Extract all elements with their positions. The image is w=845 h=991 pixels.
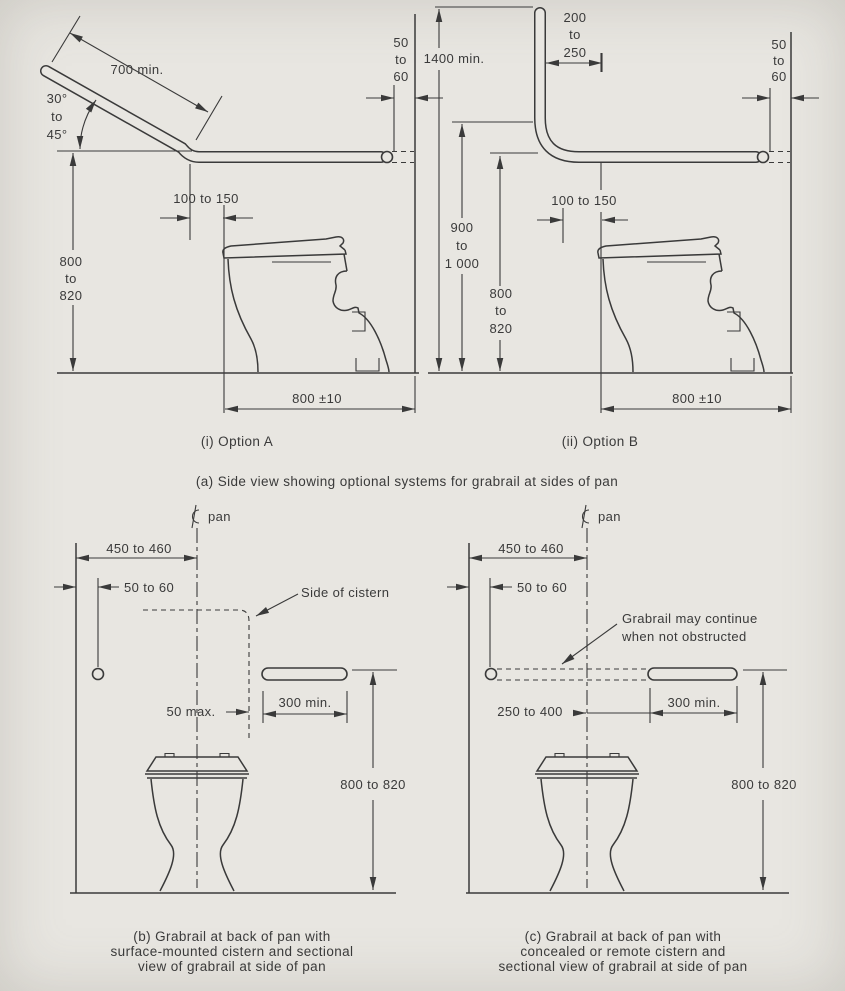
note-leader-arrow: [562, 624, 617, 664]
caption-c-line2: concealed or remote cistern and: [520, 944, 726, 959]
dim-label-50max: 50 max.: [166, 704, 216, 719]
toilet-pan-side-view: [598, 237, 764, 372]
note-line2: when not obstructed: [622, 629, 747, 644]
dim-label-100-150: 100 to 150: [173, 191, 239, 206]
dim-label-50-2: to: [395, 52, 407, 67]
dim-label-800-820: 800 to 820: [731, 777, 797, 792]
dim-label-300min: 300 min.: [667, 695, 721, 710]
option-a-diagram: [46, 14, 443, 449]
dim-label-100-150: 100 to 150: [551, 193, 617, 208]
dim-label-800-2: to: [65, 271, 77, 286]
caption-c-line1: (c) Grabrail at back of pan with: [524, 929, 722, 944]
dim-label-800-1: 800: [489, 286, 513, 301]
toilet-pan-side-view: [223, 237, 389, 372]
centreline-label: pan: [208, 509, 231, 524]
dim-label-800-3: 820: [59, 288, 83, 303]
rail-to-wall-dashes: [392, 152, 414, 163]
caption-b-line3: view of grabrail at side of pan: [138, 959, 326, 974]
toilet-pan-front-view: [535, 754, 639, 892]
caption-b-line1: (b) Grabrail at back of pan with: [133, 929, 331, 944]
caption-a: (a) Side view showing optional systems for grabrail at sides of pan: [195, 474, 619, 489]
side-grabrail-section: [93, 669, 104, 680]
toilet-pan-front-view: [145, 754, 249, 892]
dim-label-900-3: 1 000: [444, 256, 480, 271]
dim-label-900-2: to: [456, 238, 468, 253]
dim-label-800-820: 800 to 820: [340, 777, 406, 792]
dim-label-800-3: 820: [489, 321, 513, 336]
dim-label-200-1: 200: [563, 10, 587, 25]
caption-b-line2: surface-mounted cistern and sectional: [110, 944, 354, 959]
dim-label-900-1: 900: [450, 220, 474, 235]
option-a-label: (i) Option A: [200, 434, 274, 449]
dim-label-450-460: 450 to 460: [498, 541, 564, 556]
dim-label-200-2: to: [569, 27, 581, 42]
dim-label-250-400: 250 to 400: [497, 704, 563, 719]
dim-label-800-1: 800: [59, 254, 83, 269]
dim-label-800pm10: 800 ±10: [292, 391, 342, 406]
rail-to-wall-dashes: [769, 152, 790, 163]
dim-label-50-3: 60: [771, 69, 787, 84]
dim-label-300min: 300 min.: [278, 695, 332, 710]
grabrail-end-section: [382, 152, 393, 163]
angle-label-3: 45°: [46, 127, 68, 142]
side-grabrail-section: [486, 669, 497, 680]
centreline-icon: [192, 505, 199, 528]
option-b-diagram: [424, 7, 819, 449]
section-c-diagram: [447, 505, 797, 974]
dim-label-700: 700 min.: [110, 62, 164, 77]
back-grabrail: [648, 668, 737, 680]
dim-label-800pm10: 800 ±10: [672, 391, 722, 406]
grabrail-angled: [46, 71, 381, 157]
angle-label-1: 30°: [46, 91, 68, 106]
back-grabrail: [262, 668, 347, 680]
dim-label-800-2: to: [495, 303, 507, 318]
dim-label-50-1: 50: [771, 37, 787, 52]
caption-c-line3: sectional view of grabrail at side of pan: [498, 959, 748, 974]
note-line1: Grabrail may continue: [622, 611, 758, 626]
dim-label-50-1: 50: [393, 35, 409, 50]
dim-label-50-60: 50 to 60: [124, 580, 175, 595]
angle-arc: [80, 100, 96, 149]
dim-label-50-2: to: [773, 53, 785, 68]
cistern-leader-arrow: [256, 594, 298, 616]
dim-label-50-3: 60: [393, 69, 409, 84]
dim-label-50-60: 50 to 60: [517, 580, 568, 595]
angle-label-2: to: [51, 109, 63, 124]
option-b-label: (ii) Option B: [561, 434, 639, 449]
cistern-note: Side of cistern: [301, 585, 390, 600]
centreline-icon: [582, 505, 589, 528]
centreline-label: pan: [598, 509, 621, 524]
cistern-outline-dashed: [143, 610, 249, 740]
dim-label-1400: 1400 min.: [423, 51, 485, 66]
dim-label-450-460: 450 to 460: [106, 541, 172, 556]
section-b-diagram: [54, 505, 406, 974]
dim-label-200-3: 250: [563, 45, 587, 60]
extension-lines: [435, 7, 791, 413]
extension-lines: [52, 16, 415, 413]
grabrail-angled-bore: [46, 71, 381, 157]
grabrail-end-section: [758, 152, 769, 163]
rail-continuation-dashed: [497, 669, 646, 680]
